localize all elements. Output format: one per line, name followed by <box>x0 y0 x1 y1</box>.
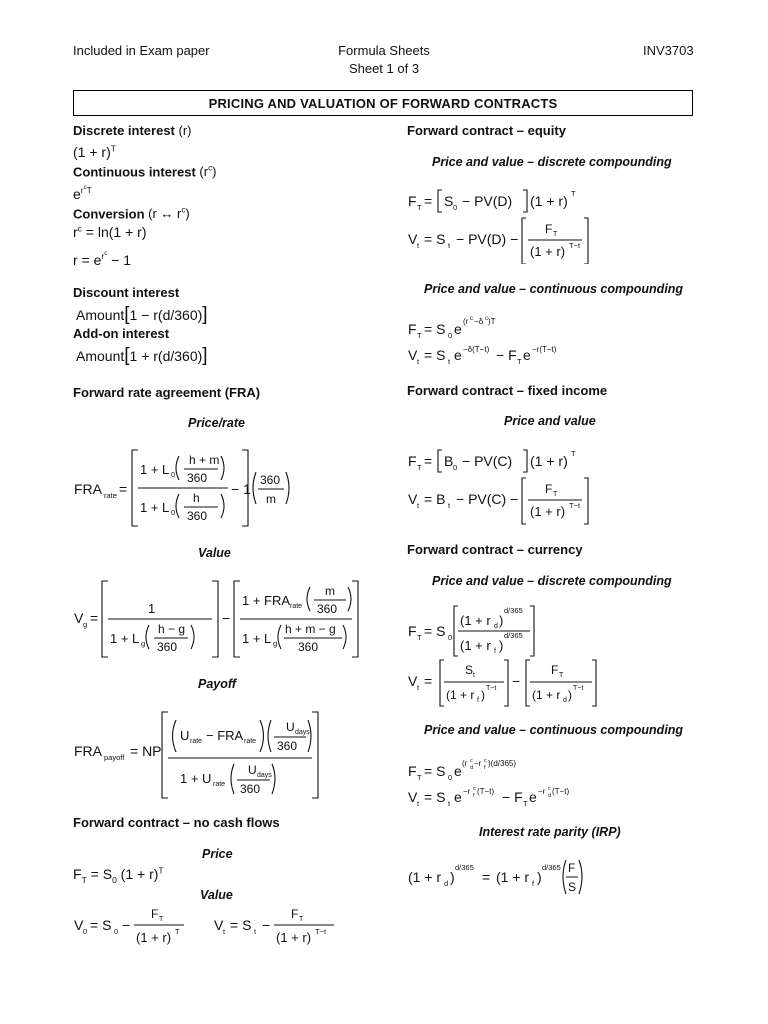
svg-text:− FRA: − FRA <box>206 728 244 743</box>
fra-payoff-subheading: Payoff <box>198 677 236 691</box>
svg-text:(1 + r: (1 + r <box>532 688 561 702</box>
svg-text:F: F <box>408 763 417 779</box>
formula-discrete-interest: $(1 + r)^T$ <box>73 143 116 160</box>
svg-text:t: t <box>417 501 420 510</box>
svg-text:−r: −r <box>474 759 482 768</box>
svg-text:d: d <box>494 623 498 630</box>
svg-text:B: B <box>444 453 454 469</box>
svg-text:360: 360 <box>260 473 281 487</box>
header-right: INV3703 <box>643 43 694 58</box>
svg-text:= S: = S <box>90 917 112 933</box>
svg-text:): ) <box>499 638 504 653</box>
svg-text:=: = <box>424 193 433 209</box>
svg-text:g: g <box>141 639 146 648</box>
svg-text:V: V <box>74 610 84 626</box>
svg-text:= S: = S <box>424 231 446 247</box>
fra-value-subheading: Value <box>198 546 231 560</box>
svg-text:rate: rate <box>244 738 257 745</box>
formula-addon-interest: Amount[1 + r(d/360)] <box>76 345 208 366</box>
svg-text:V: V <box>408 347 418 363</box>
svg-text:T: T <box>571 449 576 458</box>
svg-text:0: 0 <box>448 773 453 782</box>
svg-text:T: T <box>159 916 164 923</box>
svg-text:= NP: = NP <box>130 743 162 759</box>
svg-text:1 + FRA: 1 + FRA <box>242 593 291 608</box>
svg-text:0: 0 <box>448 633 453 642</box>
svg-text:FRA: FRA <box>74 743 102 759</box>
svg-text:V: V <box>74 917 84 933</box>
svg-text:(1 + r: (1 + r <box>460 613 491 628</box>
svg-text:h + m: h + m <box>189 453 220 467</box>
svg-text:(1 + r): (1 + r) <box>276 930 312 945</box>
svg-text:F: F <box>568 861 576 875</box>
formula-fixed-income <box>406 440 606 526</box>
svg-text:F: F <box>545 222 553 236</box>
svg-text:(r: (r <box>462 759 468 768</box>
svg-text:t: t <box>448 501 451 510</box>
svg-text:T−t: T−t <box>573 685 584 692</box>
svg-text:U: U <box>180 728 190 743</box>
svg-text:= S: = S <box>230 917 252 933</box>
header-title: Formula Sheets <box>338 43 430 58</box>
svg-text:e: e <box>454 763 462 779</box>
svg-text:− PV(C): − PV(C) <box>462 453 513 469</box>
svg-text:= S: = S <box>424 763 446 779</box>
svg-text:T: T <box>175 927 180 936</box>
svg-text:g: g <box>273 639 278 648</box>
svg-text:360: 360 <box>240 782 261 796</box>
svg-text:0: 0 <box>83 927 88 936</box>
formula-equity-discrete <box>406 180 606 264</box>
svg-text:1: 1 <box>148 601 156 616</box>
svg-text:c: c <box>485 316 488 322</box>
svg-text:−r: −r <box>538 787 546 796</box>
svg-text:T: T <box>417 331 422 340</box>
svg-text:h + m − g: h + m − g <box>285 622 336 636</box>
svg-text:− PV(C) −: − PV(C) − <box>456 491 519 507</box>
svg-text:=: = <box>482 869 491 885</box>
svg-text:d: d <box>563 697 567 704</box>
svg-text:rate: rate <box>213 781 226 788</box>
svg-text:(T−t): (T−t) <box>477 787 495 796</box>
svg-text:−: − <box>222 610 231 626</box>
svg-text:0: 0 <box>171 508 176 517</box>
svg-text:d/365: d/365 <box>542 863 561 872</box>
formula-discount-interest: Amount[1 − r(d/360)] <box>76 304 208 325</box>
svg-text:F: F <box>291 907 299 921</box>
svg-text:(1 + r): (1 + r) <box>530 504 566 519</box>
svg-text:rate: rate <box>190 738 203 745</box>
svg-text:T: T <box>417 773 422 782</box>
svg-text:V: V <box>214 917 224 933</box>
equity-continuous-subheading: Price and value – continuous compounding <box>424 282 684 296</box>
formula-fra-value <box>72 577 362 661</box>
formula-conversion-2: $r = e^{r^c} - 1$ <box>73 251 131 268</box>
svg-text:t: t <box>223 927 226 936</box>
svg-text:−δ: −δ <box>474 317 484 326</box>
currency-continuous-subheading: Price and value – continuous compounding <box>424 723 684 737</box>
svg-text:0: 0 <box>114 927 119 936</box>
svg-text:days: days <box>257 772 272 779</box>
svg-text:T: T <box>417 633 422 642</box>
svg-text:)T: )T <box>488 317 496 326</box>
svg-text:F: F <box>551 663 559 677</box>
svg-text:S: S <box>568 880 577 894</box>
svg-text:T: T <box>417 463 422 472</box>
svg-text:− F: − F <box>496 347 517 363</box>
svg-text:−δ(T−t): −δ(T−t) <box>463 345 490 354</box>
svg-text:(1 + r): (1 + r) <box>530 193 568 209</box>
svg-text:1 + L: 1 + L <box>110 631 140 646</box>
svg-text:h: h <box>193 491 200 505</box>
svg-text:T: T <box>559 672 564 679</box>
svg-text:F: F <box>545 482 553 496</box>
svg-text:t: t <box>417 799 420 808</box>
formula-currency-discrete <box>406 600 626 710</box>
svg-text:f: f <box>532 879 535 888</box>
formula-continuous-interest: $e^{r^cT}$ <box>73 185 92 202</box>
svg-text:=: = <box>119 481 128 497</box>
svg-text:T−t: T−t <box>569 501 581 510</box>
svg-text:d: d <box>444 879 449 888</box>
svg-text:−: − <box>122 917 131 933</box>
svg-text:T: T <box>571 189 576 198</box>
svg-text:d/365: d/365 <box>455 863 474 872</box>
svg-text:e: e <box>454 789 462 805</box>
svg-text:F: F <box>151 907 159 921</box>
svg-text:m: m <box>266 492 276 506</box>
irp-subheading: Interest rate parity (IRP) <box>479 825 621 839</box>
svg-text:(r: (r <box>463 317 469 326</box>
formula-irp <box>406 852 596 902</box>
svg-text:1 + L: 1 + L <box>140 500 170 515</box>
svg-text:V: V <box>408 491 418 507</box>
svg-text:360: 360 <box>157 640 178 654</box>
equity-heading: Forward contract – equity <box>407 123 566 138</box>
svg-text:e: e <box>454 321 462 337</box>
svg-text:U: U <box>286 720 295 734</box>
svg-text:− 1: − 1 <box>231 481 251 497</box>
svg-text:T−t: T−t <box>569 241 581 250</box>
svg-text:m: m <box>325 584 335 598</box>
svg-text:= S: = S <box>424 321 446 337</box>
svg-text:(1 + r: (1 + r <box>460 638 491 653</box>
svg-text:f: f <box>484 765 486 771</box>
svg-text:t: t <box>254 927 257 936</box>
svg-text:t: t <box>448 241 451 250</box>
formula-ncf-value <box>72 904 342 950</box>
formula-fra-payoff <box>72 708 332 802</box>
svg-text:d/365: d/365 <box>504 631 523 640</box>
svg-text:(1 + r: (1 + r <box>408 869 442 885</box>
formula-ncf-price: $F_T = S_0$ $(1 + r)^T$ <box>73 865 164 885</box>
svg-text:): ) <box>499 613 504 628</box>
formula-conversion-1: $r^c = \ln(1 + r)$ <box>73 223 147 240</box>
fixed-income-subheading: Price and value <box>504 414 596 428</box>
svg-text:= S: = S <box>424 623 446 639</box>
svg-text:1 + U: 1 + U <box>180 771 212 786</box>
svg-text:d: d <box>548 793 552 799</box>
svg-text:(1 + r: (1 + r <box>496 869 530 885</box>
no-cash-flows-heading: Forward contract – no cash flows <box>73 815 280 830</box>
svg-text:T: T <box>553 491 558 498</box>
discrete-interest-heading: Discrete interest (r) <box>73 123 192 138</box>
svg-text:payoff: payoff <box>104 753 125 762</box>
svg-text:(1 + r): (1 + r) <box>136 930 172 945</box>
svg-text:)(d/365): )(d/365) <box>488 759 517 768</box>
discount-interest-heading: Discount interest <box>73 285 180 300</box>
addon-interest-heading: Add-on interest <box>73 326 170 341</box>
svg-text:T: T <box>553 231 558 238</box>
svg-text:f: f <box>494 648 496 655</box>
svg-text:): ) <box>450 869 455 885</box>
svg-text:− PV(D) −: − PV(D) − <box>456 231 519 247</box>
svg-text:F: F <box>408 453 417 469</box>
svg-text:−r: −r <box>463 787 471 796</box>
formula-fra-rate <box>72 446 302 530</box>
svg-text:t: t <box>448 799 451 808</box>
svg-text:360: 360 <box>187 509 208 523</box>
equity-discrete-subheading: Price and value – discrete compounding <box>432 155 672 169</box>
svg-text:t: t <box>448 357 451 366</box>
svg-text:−: − <box>262 917 271 933</box>
formula-equity-continuous <box>406 310 606 370</box>
fra-heading: Forward rate agreement (FRA) <box>73 385 261 400</box>
svg-text:(1 + r): (1 + r) <box>530 453 568 469</box>
svg-text:f: f <box>473 793 475 799</box>
conversion-heading: Conversion (r ↔ $r^c$) <box>73 206 190 222</box>
svg-text:360: 360 <box>277 739 298 753</box>
svg-text:d/365: d/365 <box>504 606 523 615</box>
svg-text:e: e <box>523 347 531 363</box>
svg-text:0: 0 <box>171 470 176 479</box>
svg-text:h − g: h − g <box>158 622 186 636</box>
svg-text:T: T <box>517 357 522 366</box>
svg-text:): ) <box>537 869 542 885</box>
ncf-value-subheading: Value <box>200 888 233 902</box>
svg-text:(T−t): (T−t) <box>552 787 570 796</box>
svg-text:(1 + r): (1 + r) <box>530 244 566 259</box>
svg-text:360: 360 <box>298 640 319 654</box>
fixed-income-heading: Forward contract – fixed income <box>407 383 608 398</box>
svg-text:f: f <box>477 697 479 704</box>
svg-text:S: S <box>444 193 454 209</box>
ncf-price-subheading: Price <box>202 847 233 861</box>
header-left: Included in Exam paper <box>73 43 210 58</box>
svg-text:e: e <box>529 789 537 805</box>
svg-text:V: V <box>408 231 418 247</box>
svg-text:c: c <box>473 786 476 792</box>
svg-text:360: 360 <box>187 471 208 485</box>
svg-text:T−t: T−t <box>315 927 327 936</box>
svg-text:c: c <box>548 786 551 792</box>
svg-text:t: t <box>473 672 475 679</box>
formula-currency-continuous <box>406 752 626 812</box>
section-title: PRICING AND VALUATION OF FORWARD CONTRACTS <box>73 90 693 116</box>
header-sheet-number: Sheet 1 of 3 <box>348 61 420 76</box>
svg-text:0: 0 <box>453 463 458 472</box>
svg-text:F: F <box>408 193 417 209</box>
svg-text:g: g <box>83 620 88 629</box>
svg-text:t: t <box>417 683 420 692</box>
svg-text:−r(T−t): −r(T−t) <box>532 345 557 354</box>
svg-text:c: c <box>484 758 487 764</box>
svg-text:U: U <box>248 763 257 777</box>
svg-text:−: − <box>512 673 521 689</box>
svg-text:(1 + r: (1 + r <box>446 688 475 702</box>
svg-text:=: = <box>424 453 433 469</box>
svg-text:T: T <box>299 916 304 923</box>
svg-text:0: 0 <box>453 203 458 212</box>
svg-text:= S: = S <box>424 347 446 363</box>
continuous-interest-heading: Continuous interest $(r^c)$ <box>73 164 217 180</box>
svg-text:rate: rate <box>290 603 303 610</box>
svg-text:T: T <box>523 799 528 808</box>
svg-text:FRA: FRA <box>74 481 102 497</box>
svg-text:T−t: T−t <box>486 685 497 692</box>
svg-text:days: days <box>295 729 310 736</box>
svg-text:rate: rate <box>104 491 117 500</box>
currency-heading: Forward contract – currency <box>407 542 583 557</box>
currency-discrete-subheading: Price and value – discrete compounding <box>432 574 672 588</box>
svg-text:=: = <box>90 610 99 626</box>
svg-text:e: e <box>454 347 462 363</box>
fra-price-rate-subheading: Price/rate <box>188 416 245 430</box>
svg-text:− PV(D): − PV(D) <box>462 193 513 209</box>
svg-text:F: F <box>408 321 417 337</box>
svg-text:V: V <box>408 789 418 805</box>
svg-text:V: V <box>408 673 418 689</box>
svg-text:t: t <box>417 357 420 366</box>
svg-text:360: 360 <box>317 602 338 616</box>
svg-text:S: S <box>465 663 474 677</box>
svg-text:F: F <box>408 623 417 639</box>
svg-text:− F: − F <box>502 789 523 805</box>
svg-text:0: 0 <box>448 331 453 340</box>
svg-text:1 + L: 1 + L <box>242 631 272 646</box>
svg-text:t: t <box>417 241 420 250</box>
svg-text:c: c <box>470 758 473 764</box>
svg-text:1 + L: 1 + L <box>140 462 170 477</box>
svg-text:d: d <box>470 765 474 771</box>
svg-text:= B: = B <box>424 491 446 507</box>
svg-text:= S: = S <box>424 789 446 805</box>
svg-text:T: T <box>417 203 422 212</box>
svg-text:): ) <box>481 688 485 702</box>
svg-text:): ) <box>568 688 572 702</box>
svg-text:=: = <box>424 673 433 689</box>
svg-text:c: c <box>470 316 473 322</box>
